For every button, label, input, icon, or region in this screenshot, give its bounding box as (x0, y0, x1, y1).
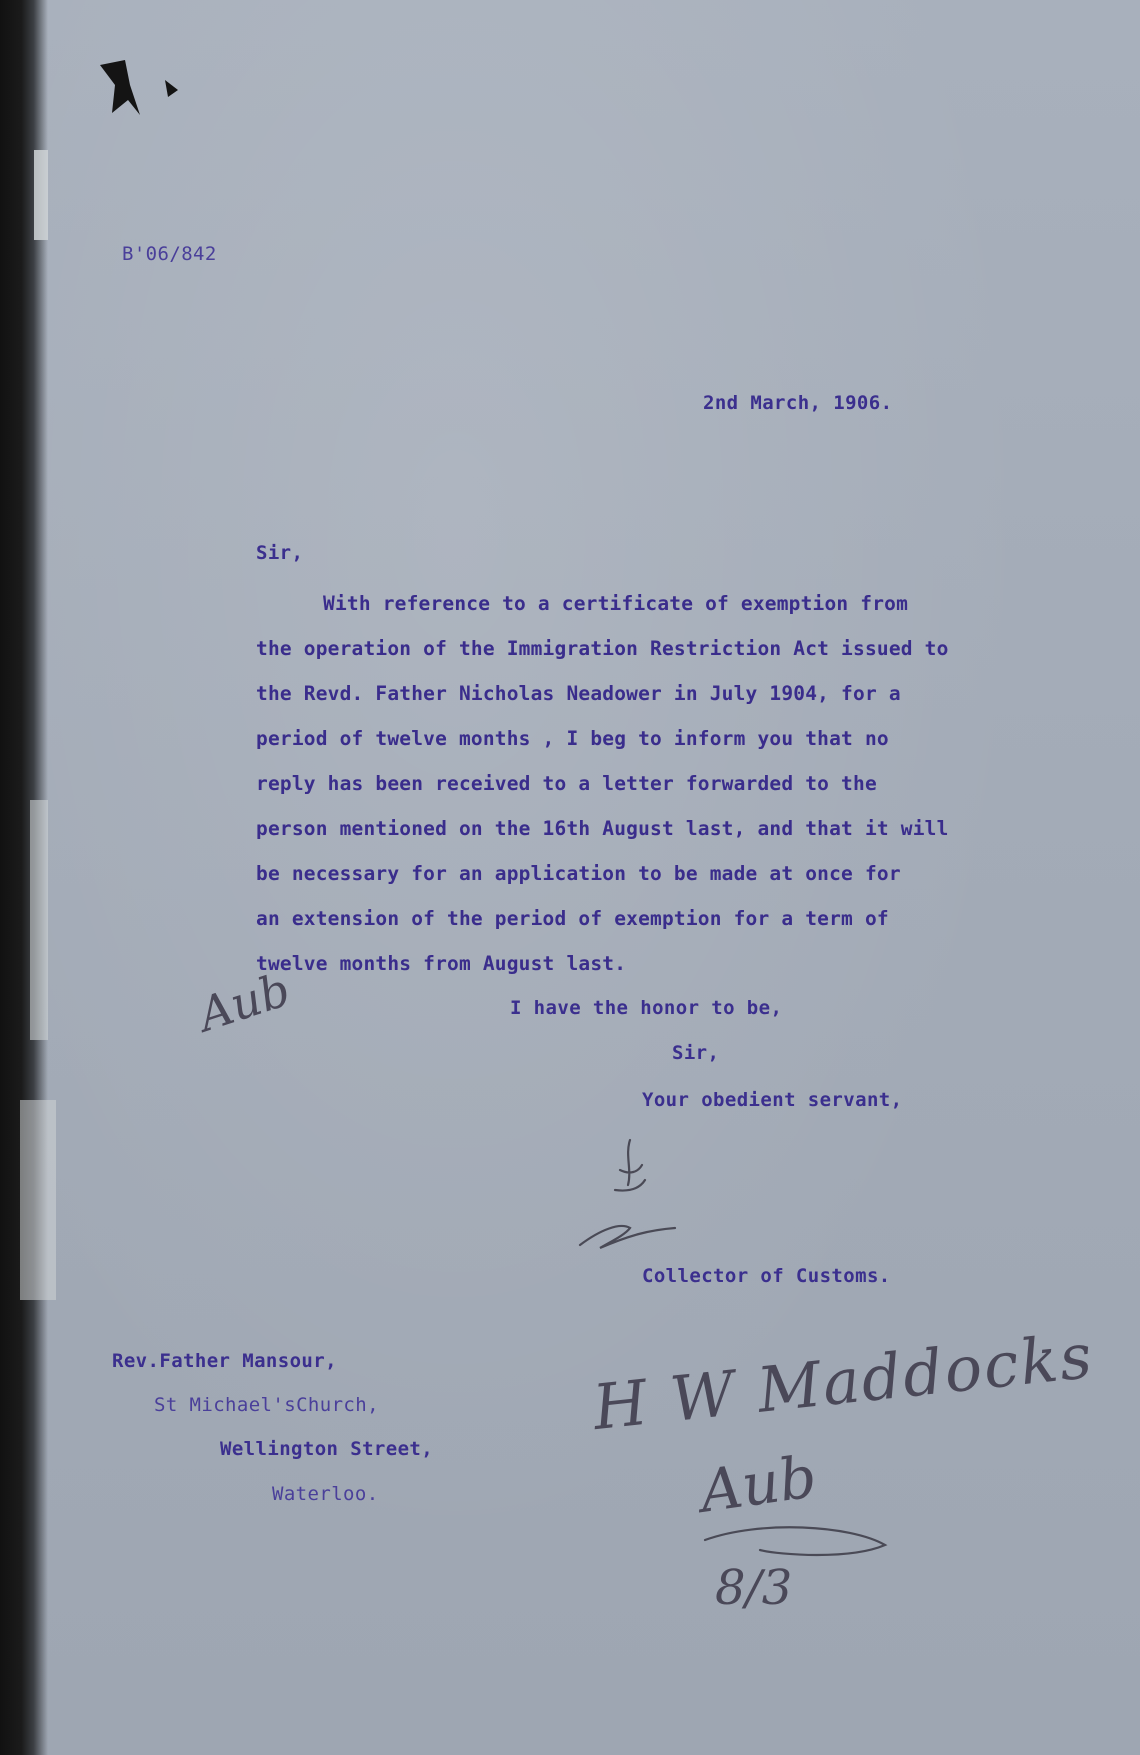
closing-line-1: I have the honor to be, (510, 997, 783, 1019)
body-line: With reference to a certificate of exemption from (323, 592, 909, 615)
addressee-town: Waterloo. (272, 1483, 379, 1505)
handwritten-signature: H W Maddocks (589, 1318, 1097, 1445)
body-line: reply has been received to a letter forwarded to the (256, 772, 877, 795)
body-line: be necessary for an application to be made at once for (256, 862, 901, 885)
body-line: the Revd. Father Nicholas Neadower in July 1904, for a (256, 682, 901, 705)
salutation: Sir, (256, 542, 304, 564)
body-line: person mentioned on the 16th August last, and that it will (256, 817, 949, 840)
addressee-street: Wellington Street, (220, 1438, 434, 1460)
body-line: period of twelve months , I beg to inform you that no (256, 727, 889, 750)
torn-edge-top (34, 150, 48, 240)
initials-left-handwritten: Aub (191, 962, 297, 1042)
closing-line-3: Your obedient servant, (642, 1089, 903, 1111)
addressee-name: Rev.Father Mansour, (112, 1350, 337, 1372)
initials-bottom-handwritten: Aub (695, 1442, 821, 1526)
corner-stain-mark (90, 45, 180, 135)
torn-edge-lower (20, 1100, 56, 1300)
body-line: an extension of the period of exemption for a term of (256, 907, 889, 930)
letter-date: 2nd March, 1906. (703, 392, 893, 414)
addressee-church: St Michael'sChurch, (154, 1394, 379, 1416)
torn-edge-middle (30, 800, 48, 1040)
signature-scribble (570, 1130, 700, 1260)
closing-line-2: Sir, (672, 1042, 720, 1064)
body-line: the operation of the Immigration Restriction Act issued to (256, 637, 949, 660)
body-line: twelve months from August last. (256, 952, 627, 975)
signature-title: Collector of Customs. (642, 1265, 891, 1287)
file-reference: B'06/842 (122, 243, 217, 265)
handwritten-date-note: 8/3 (715, 1560, 793, 1616)
